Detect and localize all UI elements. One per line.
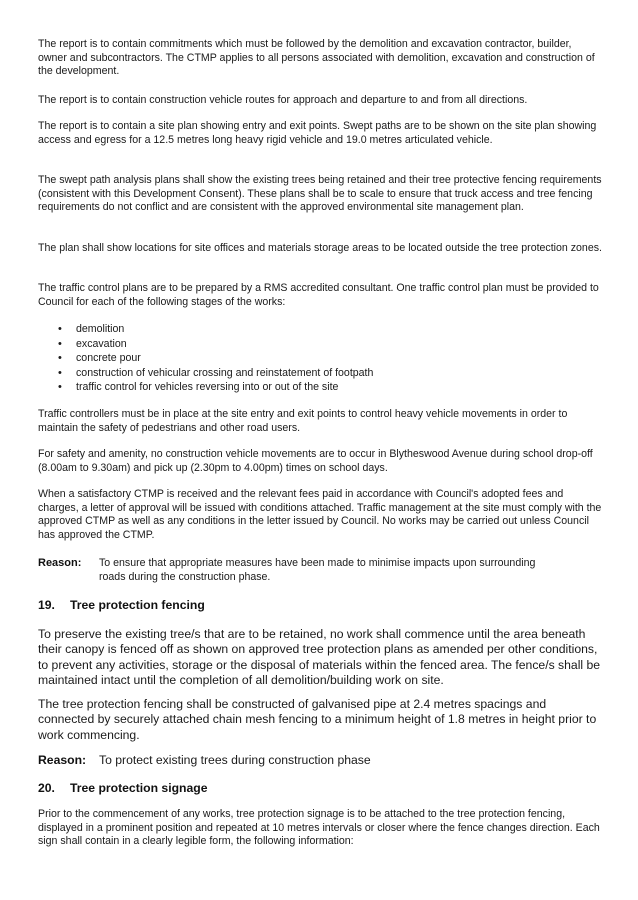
paragraph-traffic-control-plans: The traffic control plans are to be prepared by a RMS accredited consultant. One traffic control plan must be provided to Council for each of the following stages of the works: [38,282,599,308]
reason-text: To protect existing trees during construction phase [99,753,371,767]
paragraph-traffic-controllers: Traffic controllers must be in place at the site entry and exit points to control heavy vehicle movements in order to maintain the safety of pedestrians and other road users. [38,408,568,434]
paragraph-fencing-construction: The tree protection fencing shall be constructed of galvanised pipe at 2.4 metres spacings and connected by securely attached chain mesh fencing to a minimum height of 1.8 metres in height prior to work commencing. [38,697,597,742]
reason-text-line2: roads during the construction phase. [99,571,271,583]
list-item: traffic control for vehicles reversing into or out of the site [76,381,339,393]
paragraph-site-plan: The report is to contain a site plan showing entry and exit points. Swept paths are to be shown on the site plan showing access and egress for a 12.5 metres long heavy rigid vehicle and 19.0 metres articulated vehicle. [38,120,597,146]
reason-text-line1: To ensure that appropriate measures have been made to minimise impacts upon surrounding [99,557,536,569]
bullet-marker: • [58,323,62,335]
reason-label: Reason: [38,557,82,569]
paragraph-site-offices: The plan shall show locations for site offices and materials storage areas to be located outside the tree protection zones. [38,242,602,254]
paragraph-school-times: For safety and amenity, no construction vehicle movements are to occur in Blytheswood Avenue during school drop-off (8.00am to 9.30am) and pick up (2.30pm to 4.00pm) times on school days. [38,448,593,474]
list-item: demolition [76,323,125,335]
paragraph-tree-fencing: To preserve the existing tree/s that are to be retained, no work shall commence until the area beneath their canopy is fenced off as shown on approved tree protection plans as amended per other conditions, to prevent any activities, storage or the disposal of materials within the fenced area. The fence/s shall be maintained intact until the completion of all demolition/building work on site. [38,627,601,688]
paragraph-swept-path: The swept path analysis plans shall show the existing trees being retained and their tree protective fencing requirements (consistent with this Development Consent). These plans shall be to scale to ensure that truck access and tree fencing requirements do not conflict and are consistent with the approved environmental site management plan. [38,174,602,214]
section-title: Tree protection signage [70,781,208,795]
list-item: construction of vehicular crossing and reinstatement of footpath [76,367,374,379]
bullet-marker: • [58,338,62,350]
list-item: concrete pour [76,352,141,364]
paragraph-vehicle-routes: The report is to contain construction vehicle routes for approach and departure to and from all directions. [38,94,528,106]
section-heading-20 [38,781,207,795]
bullet-marker: • [58,367,62,379]
reason-label: Reason: [38,753,87,767]
section-title: Tree protection fencing [70,598,205,612]
list-item: excavation [76,338,127,350]
paragraph-ctmp-approval: When a satisfactory CTMP is received and the relevant fees paid in accordance with Council's adopted fees and charges, a letter of approval will be issued with conditions attached. Traffic management at the site must comply with the approved CTMP as well as any conditions in the letter issued by Council. No works may be carried out unless Council has approved the CTMP. [38,488,602,541]
bullet-marker: • [58,381,62,393]
section-number: 19. [38,598,55,612]
paragraph-tree-signage: Prior to the commencement of any works, tree protection signage is to be attached to the tree protection fencing, displayed in a prominent position and repeated at 10 metres intervals or closer where the fence changes direction. Each sign shall contain in a clearly legible form, the following information: [38,808,600,848]
bullet-marker: • [58,352,62,364]
section-heading-19 [38,598,205,612]
section-number: 20. [38,781,55,795]
paragraph-ctmp-commitments: The report is to contain commitments which must be followed by the demolition and excavation contractor, builder, owner and subcontractors. The CTMP applies to all persons associated with demolition, excavation and construction of the development. [38,38,595,78]
